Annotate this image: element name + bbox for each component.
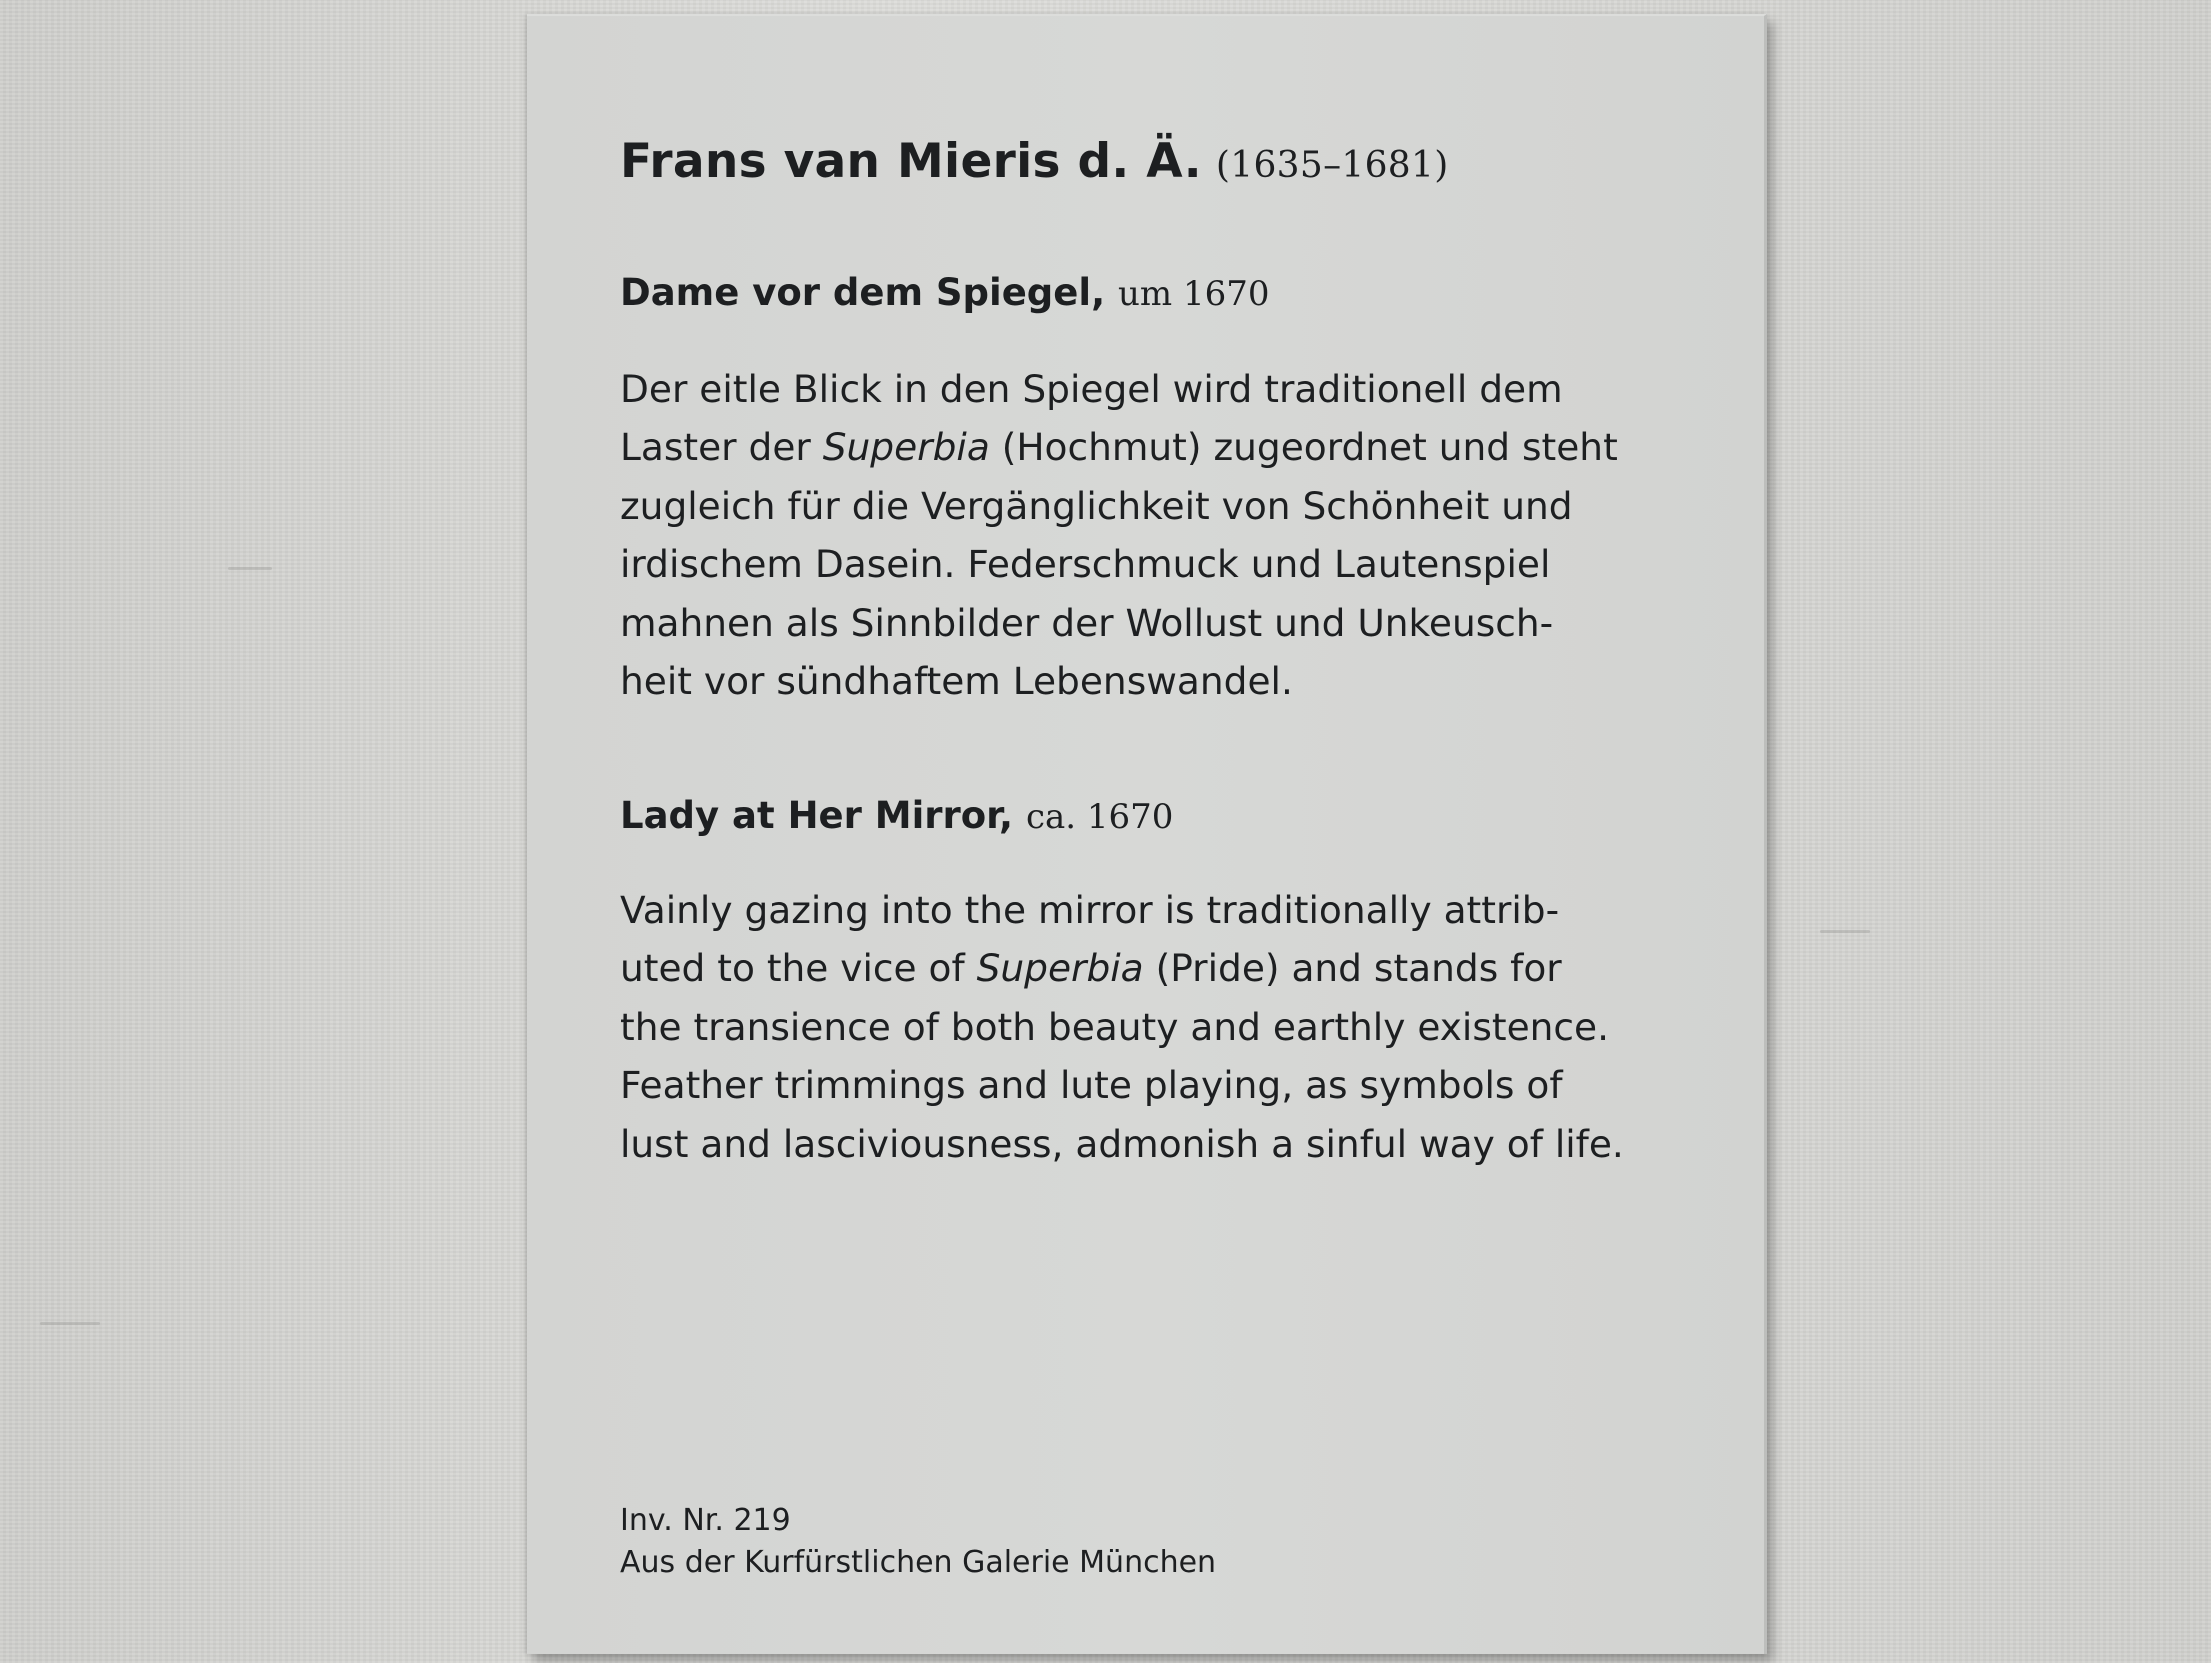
german-title — [620, 271, 1270, 314]
provenance: Aus der Kurfürstlichen Galerie München — [620, 1545, 1217, 1580]
german-date: um 1670 — [1118, 274, 1270, 314]
wall-texture-streak — [40, 1322, 100, 1325]
english-title — [620, 794, 1173, 837]
museum-label-card — [527, 14, 1767, 1654]
description-line: heit vor sündhaftem Lebenswandel. — [620, 659, 1293, 704]
inventory-number: Inv. Nr. 219 — [620, 1503, 791, 1538]
description-line: Laster der Superbia (Hochmut) zugeordnet und steht — [620, 425, 1618, 470]
wall-texture-streak — [1820, 930, 1870, 933]
description-line: mahnen als Sinnbilder der Wollust und Unkeusch- — [620, 600, 1554, 645]
description-line: zugleich für die Vergänglichkeit von Schönheit und — [620, 483, 1573, 528]
description-line: Vainly gazing into the mirror is traditionally attrib- — [620, 888, 1560, 932]
description-line: Feather trimmings and lute playing, as symbols of — [620, 1063, 1563, 1108]
english-date: ca. 1670 — [1025, 797, 1174, 837]
description-line: irdischem Dasein. Federschmuck und Lautenspiel — [620, 542, 1551, 587]
description-line: lust and lasciviousness, admonish a sinful way of life. — [620, 1121, 1624, 1166]
artist-heading — [620, 134, 1449, 189]
label-footer — [620, 1500, 1216, 1584]
description-line: Der eitle Blick in den Spiegel wird traditionell dem — [620, 367, 1563, 411]
wall-texture-streak — [228, 567, 272, 570]
artist-dates: (1635–1681) — [1215, 145, 1449, 186]
english-title-text: Lady at Her Mirror, — [620, 794, 1014, 837]
artist-name: Frans van Mieris d. Ä. — [620, 134, 1202, 189]
description-line: the transience of both beauty and earthly existence. — [620, 1004, 1610, 1049]
description-line: uted to the vice of Superbia (Pride) and stands for — [620, 946, 1562, 991]
german-title-text: Dame vor dem Spiegel, — [620, 271, 1106, 314]
english-description — [620, 881, 1624, 1173]
german-description — [620, 360, 1618, 710]
